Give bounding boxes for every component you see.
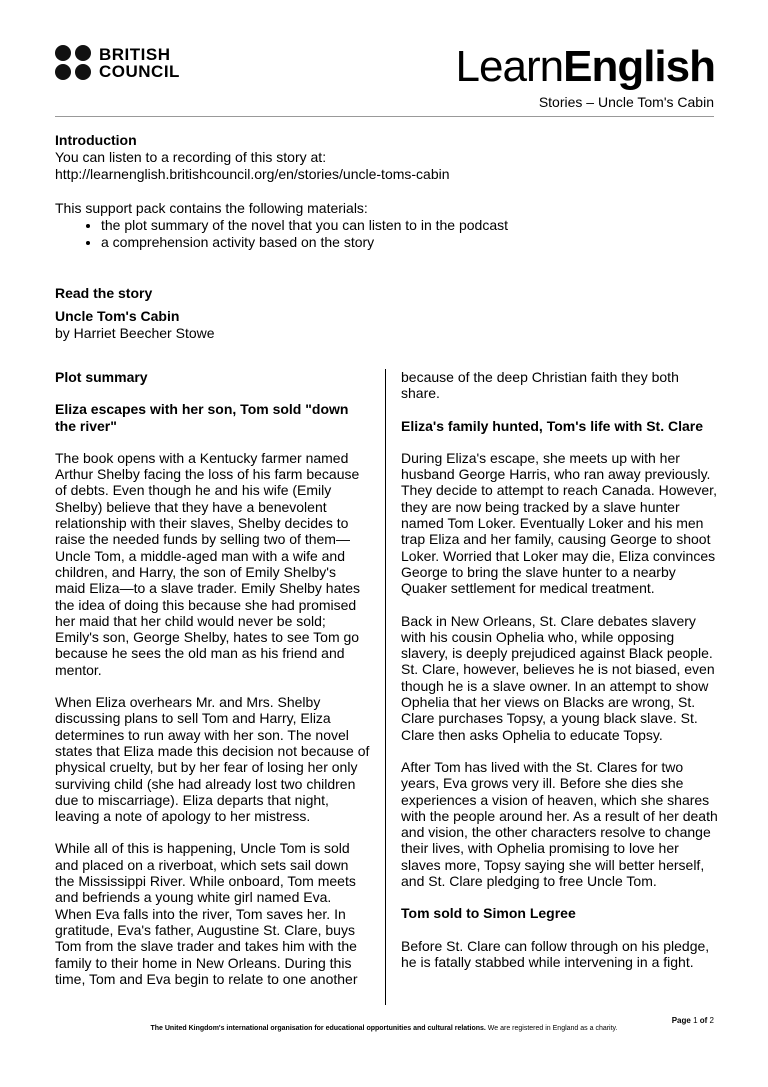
of-label: of (699, 1016, 708, 1025)
paragraph: When Eliza overhears Mr. and Mrs. Shelby discussing plans to sell Tom and Harry, Eliza determines to run away with her son. The novel states that Eliza made this decision not because of physical cruelty, but by her fear of losing her only surviving child (she had already lost two children due to miscarriage). Eliza departs that night, leaving a note of apology to her mistress. (55, 694, 370, 825)
british-council-wordmark (99, 46, 180, 80)
section-heading: Eliza's family hunted, Tom's life with St. Clare (401, 417, 704, 434)
left-column (55, 369, 370, 987)
page-number (672, 1016, 714, 1025)
intro-heading: Introduction (55, 132, 137, 148)
british-council-dots-icon (55, 45, 92, 80)
paragraph: The book opens with a Kentucky farmer named Arthur Shelby facing the loss of his farm because of debts. Even though he and his wife (Emily Shelby) believe that they have a benevolent relationship with their slaves, Shelby decides to raise the needed funds by selling two of them—Uncle Tom, a middle-aged man with a wife and children, and Harry, the son of Emily Shelby's maid Eliza—to a slave trader. Emily Shelby hates the idea of doing this because she had promised her maid that her child would never be sold; Emily's son, George Shelby, hates to see Tom go because he sees the old man as his friend and mentor. (55, 449, 361, 678)
logo-learn: Learn (455, 42, 564, 91)
page-subtitle: Stories – Uncle Tom's Cabin (538, 94, 714, 110)
book-author: by Harriet Beecher Stowe (55, 325, 215, 341)
section-heading: Tom sold to Simon Legree (401, 905, 576, 922)
paragraph: because of the deep Christian faith they both share. (401, 369, 679, 402)
british-council-logo (55, 45, 180, 80)
materials-list (55, 217, 715, 251)
story-url: http://learnenglish.britishcouncil.org/en/stories/uncle-toms-cabin (55, 166, 450, 182)
page-label: Page (671, 1016, 691, 1025)
header-divider (55, 116, 714, 117)
paragraph: After Tom has lived with the St. Clares for two years, Eva grows very ill. Before she dies she experiences a vision of heaven, which she shares with the people around her. As a result of her death and vision, the other characters resolve to change their lives, with Ophelia promising to love her slaves more, Topsy saying she will better herself, and St. Clare pledging to free Uncle Tom. (401, 758, 718, 890)
learnenglish-logo (456, 42, 715, 92)
listen-text: You can listen to a recording of this story at: (55, 149, 327, 165)
logo-english: English (563, 42, 715, 91)
intro-section (55, 132, 715, 342)
total-pages: 2 (709, 1016, 714, 1025)
brand-line-1: BRITISH (99, 44, 171, 64)
read-story-heading: Read the story (55, 285, 153, 301)
list-item: • a comprehension activity based on the story (101, 234, 715, 251)
paragraph: While all of this is happening, Uncle Tom is sold and placed on a riverboat, which sets sail down the Mississippi River. While onboard, Tom meets and befriends a young white girl named Eva. When Eva falls into the river, Tom saves her. In gratitude, Eva's father, Augustine St. Clare, buys Tom from the slave trader and takes him with the family to their home in New Orleans. During this time, Tom and Eva begin to relate to one another (55, 840, 358, 987)
paragraph: Back in New Orleans, St. Clare debates slavery with his cousin Ophelia who, while opposing slavery, is deeply prejudiced against Black people. St. Clare, however, believes he is not biased, even though he is a slave owner. In an attempt to show Ophelia that her views on Blacks are wrong, St. Clare purchases Topsy, a young black slave. St. Clare then asks Ophelia to educate Topsy. (401, 612, 715, 743)
footer-org-rest: We are registered in England as a charity. (485, 1025, 618, 1032)
brand-line-2: COUNCIL (99, 61, 180, 81)
paragraph: During Eliza's escape, she meets up with her husband George Harris, who ran away previously. They decide to attempt to reach Canada. However, they are now being tracked by a slave hunter named Tom Loker. Eventually Loker and his men trap Eliza and her family, causing George to shoot Loker. Worried that Loker may die, Eliza convinces George to bring the slave hunter to a nearby Quaker settlement for medical treatment. (401, 449, 717, 597)
column-divider (385, 369, 386, 1005)
footer-text (0, 1025, 768, 1032)
paragraph: Before St. Clare can follow through on his pledge, he is fatally stabbed while intervening in a fight. (401, 937, 710, 970)
footer-org-bold: The United Kingdom's international organisation for educational opportunities and cultural relations. (150, 1025, 486, 1032)
book-title: Uncle Tom's Cabin (55, 308, 180, 324)
section-heading: Eliza escapes with her son, Tom sold "down the river" (55, 401, 349, 434)
right-column (401, 369, 719, 970)
plot-summary-heading: Plot summary (55, 369, 148, 385)
pack-text: This support pack contains the following materials: (55, 200, 368, 216)
list-item: • the plot summary of the novel that you can listen to in the podcast (101, 217, 715, 234)
current-page: 1 (693, 1016, 698, 1025)
